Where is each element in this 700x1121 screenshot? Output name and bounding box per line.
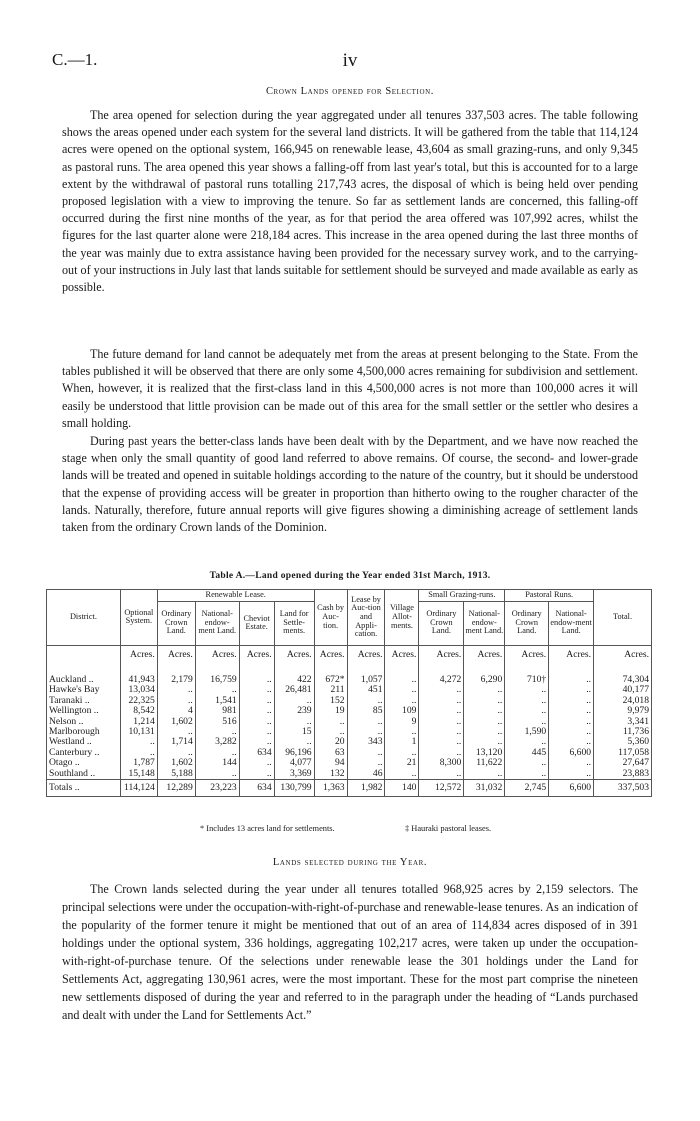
unit-cell: Acres.	[505, 645, 549, 660]
value-cell: 2,745	[505, 780, 549, 797]
district-cell: Totals ..	[47, 780, 121, 797]
value-cell: ..	[419, 748, 464, 758]
header-renewable-lease: Renewable Lease.	[157, 590, 314, 602]
header-pastoral-runs: Pastoral Runs.	[505, 590, 594, 602]
unit-cell: Acres.	[274, 645, 314, 660]
unit-cell: Acres.	[419, 645, 464, 660]
value-cell: 130,799	[274, 780, 314, 797]
value-cell: 1	[385, 737, 419, 747]
value-cell: 63	[314, 748, 347, 758]
value-cell: 11,622	[464, 758, 505, 768]
value-cell: 152	[314, 696, 347, 706]
district-cell: Westland ..	[47, 737, 121, 747]
paragraph-future-demand: The future demand for land cannot be adequately met from the areas at present belonging to the State. From the tables published it will be observed that there are only some 4,500,000 acres remaining for subdivision and settlement. When, however, it is realized that the first-class land in this 4,500,000 acres is not more than 100,000 acres it will easily be understood that little provision can be made out of this area for the small settler or the settler who desires a small holding.	[62, 347, 638, 430]
value-cell: 22,325	[120, 696, 157, 706]
value-cell: ..	[195, 685, 239, 695]
value-cell: ..	[549, 727, 594, 737]
value-cell: 1,363	[314, 780, 347, 797]
value-cell: ..	[347, 758, 385, 768]
value-cell: ..	[314, 717, 347, 727]
value-cell: ..	[347, 696, 385, 706]
value-cell: 4,077	[274, 758, 314, 768]
value-cell: 634	[239, 780, 274, 797]
value-cell: 10,131	[120, 727, 157, 737]
unit-cell: Acres.	[385, 645, 419, 660]
value-cell: ..	[464, 685, 505, 695]
value-cell: ..	[419, 717, 464, 727]
value-cell: 23,883	[594, 769, 652, 780]
district-cell: Taranaki ..	[47, 696, 121, 706]
unit-cell: Acres.	[314, 645, 347, 660]
table-a-title: Table A.—Land opened during the Year ended 31st March, 1913.	[209, 571, 491, 581]
value-cell: ..	[157, 748, 195, 758]
value-cell: ..	[239, 696, 274, 706]
value-cell: ..	[419, 696, 464, 706]
units-blank-cell	[47, 645, 121, 660]
district-cell: Otago ..	[47, 758, 121, 768]
value-cell: 27,647	[594, 758, 652, 768]
value-cell: 1,787	[120, 758, 157, 768]
value-cell: 1,541	[195, 696, 239, 706]
units-row	[47, 645, 652, 660]
value-cell: 117,058	[594, 748, 652, 758]
value-cell: ..	[385, 727, 419, 737]
value-cell: ..	[385, 675, 419, 685]
value-cell: ..	[314, 727, 347, 737]
value-cell: ..	[157, 696, 195, 706]
value-cell: ..	[464, 696, 505, 706]
value-cell: 11,736	[594, 727, 652, 737]
header-pr-national-endowment: National-endow-ment Land.	[549, 601, 594, 645]
value-cell: ..	[274, 717, 314, 727]
footnote-settlements: * Includes 13 acres land for settlements.	[200, 824, 335, 833]
value-cell: 41,943	[120, 675, 157, 685]
header-optional-system: Optional System.	[120, 590, 157, 646]
value-cell: ..	[157, 727, 195, 737]
value-cell: ..	[195, 769, 239, 780]
table-row	[47, 769, 652, 780]
value-cell: ..	[120, 737, 157, 747]
page-number: iv	[342, 50, 358, 71]
value-cell: 94	[314, 758, 347, 768]
value-cell: 132	[314, 769, 347, 780]
value-cell: 15,148	[120, 769, 157, 780]
header-small-grazing-runs: Small Grazing-runs.	[419, 590, 505, 602]
value-cell: ..	[385, 748, 419, 758]
value-cell: 96,196	[274, 748, 314, 758]
header-lease-by-auction: Lease by Auc-tion and Appli-cation.	[347, 590, 385, 646]
value-cell: 109	[385, 706, 419, 716]
value-cell: ..	[239, 675, 274, 685]
value-cell: 24,018	[594, 696, 652, 706]
value-cell: 4	[157, 706, 195, 716]
value-cell: ..	[419, 727, 464, 737]
value-cell: 8,542	[120, 706, 157, 716]
value-cell: ..	[549, 737, 594, 747]
value-cell: ..	[505, 758, 549, 768]
header-cheviot-estate: Cheviot Estate.	[239, 601, 274, 645]
table-a	[46, 589, 652, 797]
footnote-hauraki: ‡ Hauraki pastoral leases.	[405, 824, 492, 833]
value-cell: 9,979	[594, 706, 652, 716]
value-cell: 6,600	[549, 780, 594, 797]
value-cell: ..	[505, 737, 549, 747]
value-cell: ..	[549, 769, 594, 780]
value-cell: ..	[464, 717, 505, 727]
header-district: District.	[47, 590, 121, 646]
unit-cell: Acres.	[120, 645, 157, 660]
value-cell: ..	[505, 717, 549, 727]
value-cell: ..	[505, 706, 549, 716]
value-cell: 8,300	[419, 758, 464, 768]
header-total: Total.	[594, 590, 652, 646]
value-cell: 12,572	[419, 780, 464, 797]
value-cell: ..	[239, 685, 274, 695]
value-cell: 85	[347, 706, 385, 716]
value-cell: 23,223	[195, 780, 239, 797]
district-cell: Wellington ..	[47, 706, 121, 716]
value-cell: 9	[385, 717, 419, 727]
value-cell: ..	[239, 727, 274, 737]
value-cell: ..	[385, 696, 419, 706]
value-cell: 3,369	[274, 769, 314, 780]
value-cell: 13,034	[120, 685, 157, 695]
unit-cell: Acres.	[594, 645, 652, 660]
value-cell: 710†	[505, 675, 549, 685]
value-cell: ..	[347, 727, 385, 737]
value-cell: 981	[195, 706, 239, 716]
value-cell: ..	[419, 706, 464, 716]
table-row	[47, 727, 652, 737]
value-cell: 211	[314, 685, 347, 695]
unit-cell: Acres.	[239, 645, 274, 660]
value-cell: 3,282	[195, 737, 239, 747]
value-cell: ..	[385, 685, 419, 695]
value-cell: ..	[274, 737, 314, 747]
value-cell: ..	[505, 696, 549, 706]
value-cell: 422	[274, 675, 314, 685]
value-cell: 140	[385, 780, 419, 797]
value-cell: ..	[549, 717, 594, 727]
value-cell: ..	[549, 696, 594, 706]
paragraph-area-opened: The area opened for selection during the year aggregated under all tenures 337,503 acres. The table following shows the areas opened under each system for the several land districts. It will be gathered from the table that 114,124 acres were opened on the optional system, 166,945 on renewable lease, 43,604 as small grazing-runs, and only 9,345 as pastoral runs. The area opened this year shows a falling-off from last year's total, but this is accounted for to a large extent by the withdrawal of pastoral runs totalling 217,743 acres, the disposal of which is being held over pending proposed legislation with a view to improving the tenure. So far as settlement lands are concerned, this falling-off occurred during the first nine months of the year, as for that period the area offered was 107,992 acres, whilst the figures for the last quarter alone were 218,184 acres. This increase in the area opened during the last three months of the year was mainly due to extra assistance having been provided for the necessary survey work, and to the carrying-out of your instructions in July last that lands suitable for settlement should be surveyed and made available as early as possible.	[62, 108, 638, 295]
paragraph-lands-selected: The Crown lands selected during the year under all tenures totalled 968,925 acres by 2,159 selectors. The principal selections were under the occupation-with-right-of-purchase and renewable-lease tenures. As an indication of the popularity of the former tenure it might be mentioned that out of an area of 114,834 acres disposed of in 391 holdings under the optional system, 336 holdings, aggregating 102,217 acres, were taken up under the occupation-with-right-of-purchase tenure. Of the selections under renewable lease the 301 holdings under the Land for Settlements Act, aggregating 130,961 acres, were the most important. These for the most part comprise the nineteen new settlements disposed of during the year and referred to in the paragraph under the heading of “Lands purchased and dealt with under the Land for Settlements Act.”	[62, 882, 638, 1022]
document-code: C.—1.	[52, 50, 98, 69]
value-cell: 337,503	[594, 780, 652, 797]
value-cell: 6,290	[464, 675, 505, 685]
header-sg-ordinary-crown: Ordinary Crown Land.	[419, 601, 464, 645]
value-cell: 516	[195, 717, 239, 727]
value-cell: 16,759	[195, 675, 239, 685]
value-cell: 343	[347, 737, 385, 747]
value-cell: 31,032	[464, 780, 505, 797]
value-cell: ..	[157, 685, 195, 695]
value-cell: ..	[239, 717, 274, 727]
value-cell: 20	[314, 737, 347, 747]
value-cell: 13,120	[464, 748, 505, 758]
unit-cell: Acres.	[157, 645, 195, 660]
value-cell: 12,289	[157, 780, 195, 797]
value-cell: 40,177	[594, 685, 652, 695]
value-cell: 4,272	[419, 675, 464, 685]
district-cell: Marlborough	[47, 727, 121, 737]
value-cell: 451	[347, 685, 385, 695]
paragraph-past-years: During past years the better-class lands have been dealt with by the Department, and we have now reached the stage when only the small quantity of good land referred to above remains. Of course, the second- and lower-grade lands will be treated and opened in suitable holdings according to the nature of the country, but it should be understood that the expense of providing access will be greater in proportion than hitherto owing to the rougher character of the lands. Naturally, therefore, future annual reports will give figures showing a diminishing acreage of settlement lands taken from the ordinary Crown lands of the Dominion.	[62, 434, 638, 535]
header-cash-by-auction: Cash by Auc-tion.	[314, 590, 347, 646]
value-cell: 1,214	[120, 717, 157, 727]
unit-cell: Acres.	[549, 645, 594, 660]
header-land-for-settlements: Land for Settle-ments.	[274, 601, 314, 645]
value-cell: ..	[464, 769, 505, 780]
section-title-crown-lands-opened: Crown Lands opened for Selection.	[265, 86, 435, 97]
table-a-body	[47, 645, 652, 797]
value-cell: ..	[464, 727, 505, 737]
header-sg-national-endowment: National-endow-ment Land.	[464, 601, 505, 645]
table-spacer-row	[47, 660, 652, 675]
value-cell: ..	[549, 706, 594, 716]
header-village-allotments: Village Allot-ments.	[385, 590, 419, 646]
value-cell: 114,124	[120, 780, 157, 797]
value-cell: 1,590	[505, 727, 549, 737]
value-cell: ..	[549, 758, 594, 768]
value-cell: ..	[347, 748, 385, 758]
value-cell: ..	[195, 748, 239, 758]
value-cell: ..	[195, 727, 239, 737]
value-cell: 445	[505, 748, 549, 758]
value-cell: 15	[274, 727, 314, 737]
value-cell: ..	[419, 737, 464, 747]
unit-cell: Acres.	[347, 645, 385, 660]
value-cell: 46	[347, 769, 385, 780]
value-cell: ..	[274, 696, 314, 706]
value-cell: 1,057	[347, 675, 385, 685]
header-pr-ordinary-crown: Ordinary Crown Land.	[505, 601, 549, 645]
value-cell: 3,341	[594, 717, 652, 727]
value-cell: 26,481	[274, 685, 314, 695]
value-cell: ..	[549, 685, 594, 695]
value-cell: 5,360	[594, 737, 652, 747]
value-cell: 74,304	[594, 675, 652, 685]
totals-row	[47, 780, 652, 797]
unit-cell: Acres.	[195, 645, 239, 660]
value-cell: 672*	[314, 675, 347, 685]
district-cell: Auckland ..	[47, 675, 121, 685]
value-cell: ..	[505, 769, 549, 780]
value-cell: ..	[419, 685, 464, 695]
value-cell: 1,982	[347, 780, 385, 797]
value-cell: ..	[239, 737, 274, 747]
value-cell: ..	[549, 675, 594, 685]
value-cell: 2,179	[157, 675, 195, 685]
value-cell: 144	[195, 758, 239, 768]
value-cell: 5,188	[157, 769, 195, 780]
value-cell: ..	[505, 685, 549, 695]
value-cell: ..	[239, 706, 274, 716]
value-cell: 1,714	[157, 737, 195, 747]
header-rl-ordinary-crown: Ordinary Crown Land.	[157, 601, 195, 645]
value-cell: ..	[239, 769, 274, 780]
value-cell: ..	[385, 769, 419, 780]
value-cell: 19	[314, 706, 347, 716]
value-cell: 1,602	[157, 717, 195, 727]
value-cell: ..	[239, 758, 274, 768]
value-cell: ..	[464, 737, 505, 747]
table-row	[47, 737, 652, 747]
header-rl-national-endowment: National-endow-ment Land.	[195, 601, 239, 645]
district-cell: Canterbury ..	[47, 748, 121, 758]
section-title-lands-selected: Lands selected during the Year.	[272, 857, 428, 868]
unit-cell: Acres.	[464, 645, 505, 660]
value-cell: 21	[385, 758, 419, 768]
value-cell: 6,600	[549, 748, 594, 758]
value-cell: 239	[274, 706, 314, 716]
district-cell: Nelson ..	[47, 717, 121, 727]
value-cell: 634	[239, 748, 274, 758]
value-cell: ..	[464, 706, 505, 716]
value-cell: ..	[120, 748, 157, 758]
value-cell: 1,602	[157, 758, 195, 768]
district-cell: Southland ..	[47, 769, 121, 780]
district-cell: Hawke's Bay	[47, 685, 121, 695]
value-cell: ..	[347, 717, 385, 727]
value-cell: ..	[419, 769, 464, 780]
